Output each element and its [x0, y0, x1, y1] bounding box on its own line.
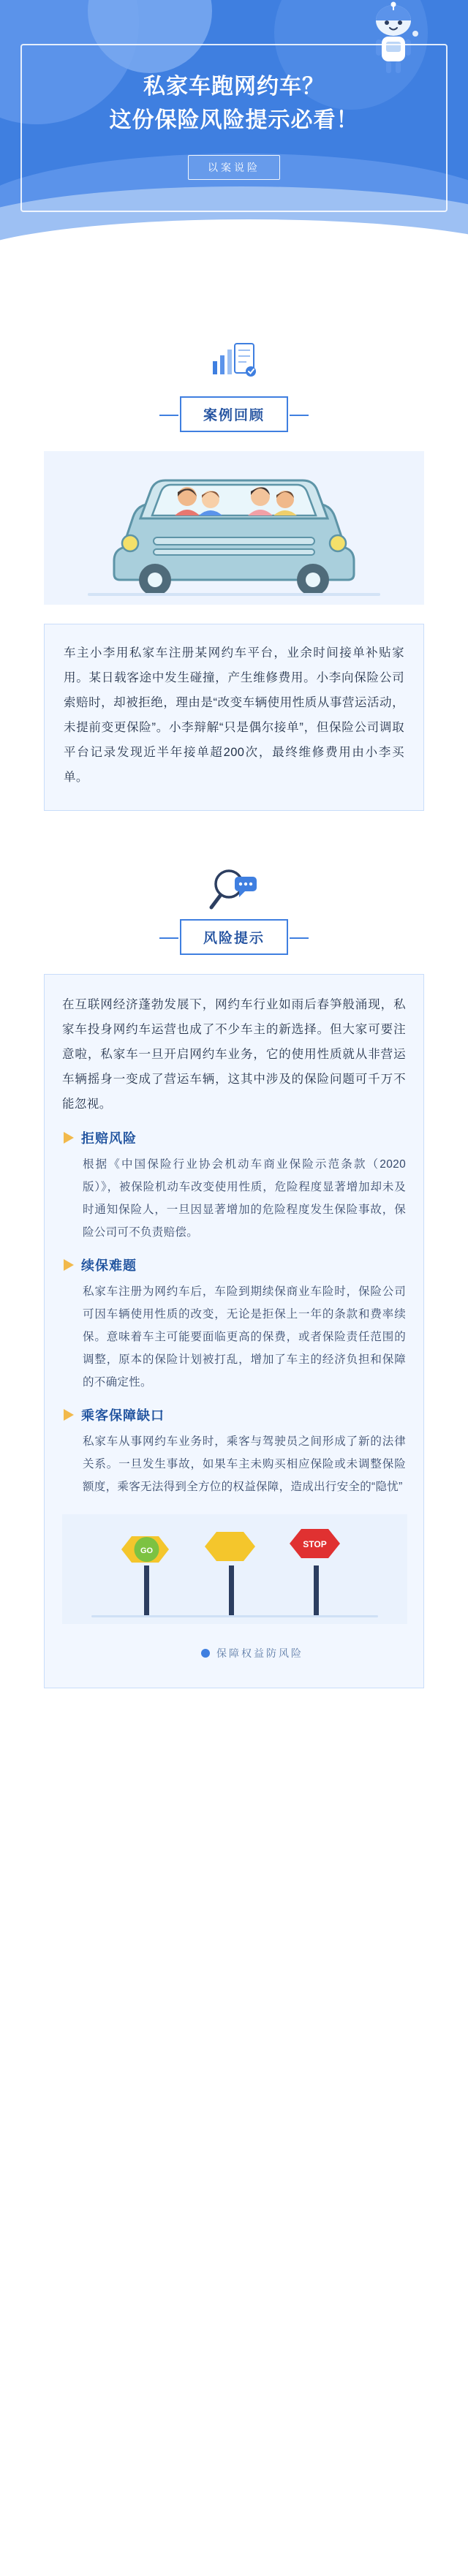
arrow-right-icon	[62, 1130, 75, 1145]
risk-card	[44, 974, 424, 1688]
case-text: 车主小李用私家车注册某网约车平台，业余时间接单补贴家用。某日载客途中发生碰撞，产生维修费用。小李向保险公司索赔时，却被拒绝，理由是“改变车辆使用性质从事营运活动，未提前变更保险”。小李辩解“只是偶尔接单”，但保险公司调取平台记录发现近半年接单超200次，最终维修费用由小李买单。	[64, 646, 404, 784]
traffic-signs-illustration	[62, 1514, 407, 1624]
section-case-header	[0, 339, 468, 432]
section-case-title: 案例回顾	[180, 396, 288, 432]
risk-item	[62, 1128, 406, 1244]
risk-item	[62, 1255, 406, 1394]
risk-item-text: 根据《中国保险行业协会机动车商业保险示范条款（2020版）》，被保险机动车改变使用性质，危险程度显著增加却未及时通知保险人，一旦因显著增加的危险程度发生保险事故，保险公司可不负责赔偿。	[83, 1158, 406, 1239]
car-with-passengers-illustration	[44, 451, 424, 605]
risk-item-title: 乘客保障缺口	[81, 1408, 165, 1423]
page-title-line2: 这份保险风险提示必看！	[109, 108, 359, 132]
bullet-dot-icon	[201, 1649, 210, 1658]
footer-text: 保障权益防风险	[216, 1647, 303, 1659]
risk-item-header	[62, 1128, 406, 1147]
chart-document-icon	[203, 339, 265, 392]
header-tag: 以案说险	[188, 155, 280, 180]
svg-text:STOP: STOP	[303, 1539, 327, 1549]
bottom-spacer	[0, 1688, 468, 1718]
case-text-card	[44, 624, 424, 811]
header-banner	[0, 0, 468, 307]
page-title	[0, 70, 468, 137]
section-risk-title: 风险提示	[180, 919, 288, 955]
magnifier-search-icon	[203, 862, 265, 915]
arrow-right-icon	[62, 1408, 75, 1422]
risk-item-header	[62, 1255, 406, 1274]
header-wave-white	[0, 219, 468, 307]
footer-inner	[201, 1646, 303, 1661]
risk-item-header	[62, 1405, 406, 1424]
risk-item	[62, 1405, 406, 1498]
risk-item-text: 私家车从事网约车业务时，乘客与驾驶员之间形成了新的法律关系。一旦发生事故，如果车主未购买相应保险或未调整保险额度，乘客无法得到全方位的权益保障，造成出行安全的“隐忧”	[83, 1435, 406, 1493]
risk-item-title: 续保难题	[81, 1258, 137, 1273]
section-risk-header	[0, 862, 468, 955]
footer-note	[62, 1636, 442, 1680]
car-illustration-card	[44, 451, 424, 605]
risk-item-title: 拒赔风险	[81, 1131, 137, 1146]
arrow-right-icon	[62, 1258, 75, 1272]
risk-intro-text: 在互联网经济蓬勃发展下，网约车行业如雨后春笋般涌现，私家车投身网约车运营也成了不少车主的新选择。但大家可要注意啦，私家车一旦开启网约车业务，它的使用性质就从非营运车辆摇身一变成了营运车辆，这其中涉及的保险问题可千万不能忽视。	[62, 998, 406, 1111]
svg-text:GO: GO	[140, 1546, 154, 1555]
page-title-line1: 私家车跑网约车？	[143, 75, 325, 99]
risk-item-text: 私家车注册为网约车后，车险到期续保商业车险时，保险公司可因车辆使用性质的改变，无论是拒保上一年的条款和费率续保。意味着车主可能要面临更高的保费，或者保险责任范围的调整，原本的保险计划被打乱，增加了车主的经济负担和保障的不确定性。	[83, 1285, 406, 1389]
